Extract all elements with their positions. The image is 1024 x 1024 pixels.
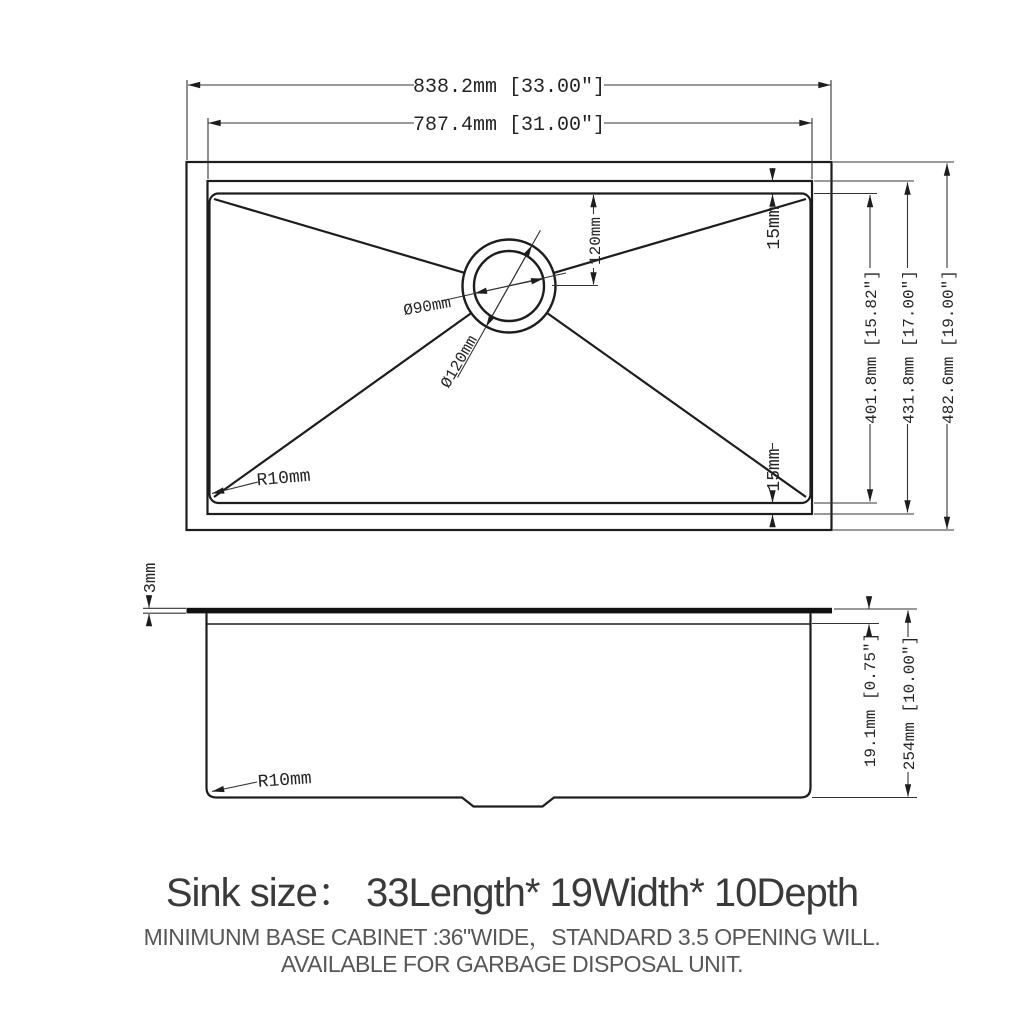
dim-label-rim-height: 19.1mm [0.75″] — [862, 632, 880, 768]
dim-label-depth: 254mm [10.00″] — [901, 635, 919, 771]
callout-corner-radius-top — [212, 467, 311, 494]
slope-line-top-left — [214, 199, 464, 273]
dim-label-inset-bottom: 15mm — [765, 448, 785, 492]
caption-title: Sink size： 33Length* 19Width* 10Depth — [165, 871, 859, 915]
caption-note-line2: AVAILABLE FOR GARBAGE DISPOSAL UNIT. — [280, 951, 744, 977]
caption-note-line1: MINIMUNM BASE CABINET :36"WIDE，STANDARD 3.5 OPENING WILL. — [143, 924, 881, 950]
side-view — [142, 563, 919, 807]
dim-label-bowl-floor-height: 401.8mm [15.82″] — [863, 270, 881, 424]
leader-line — [212, 782, 257, 792]
dim-label-inset-top: 15mm — [765, 206, 785, 250]
dim-height-bowl-floor — [814, 194, 881, 504]
dim-label-outer-width: 838.2mm [33.00″] — [412, 76, 606, 99]
dim-rim-thickness — [142, 563, 186, 626]
callout-corner-radius-side — [212, 769, 312, 793]
dim-label-rim-thickness: 3mm — [142, 562, 161, 594]
dim-label-drain-inner: Ø90mm — [402, 294, 453, 321]
bowl-opening-rect — [208, 181, 813, 514]
dim-label-drain-outer: Ø120mm — [437, 332, 482, 392]
dim-label-bowl-height: 431.8mm [17.00″] — [900, 270, 919, 424]
caption-notes — [0, 924, 1024, 978]
dim-label-bowl-width: 787.4mm [31.00″] — [412, 114, 606, 137]
top-view — [187, 76, 959, 530]
leader-line — [212, 482, 258, 494]
diameter-arrow — [509, 279, 543, 286]
label-corner-radius-top: R10mm — [255, 466, 312, 492]
dim-height-outer — [833, 162, 958, 530]
dim-label-drain-offset: 120mm — [587, 216, 605, 266]
rim-bar — [187, 608, 833, 614]
dim-label-outer-height: 482.6mm [19.00″] — [940, 270, 958, 424]
label-corner-radius-side: R10mm — [257, 769, 313, 793]
dim-width-bowl — [208, 114, 812, 179]
slope-line-bottom-left — [214, 313, 471, 497]
diameter-arrow — [475, 286, 509, 293]
